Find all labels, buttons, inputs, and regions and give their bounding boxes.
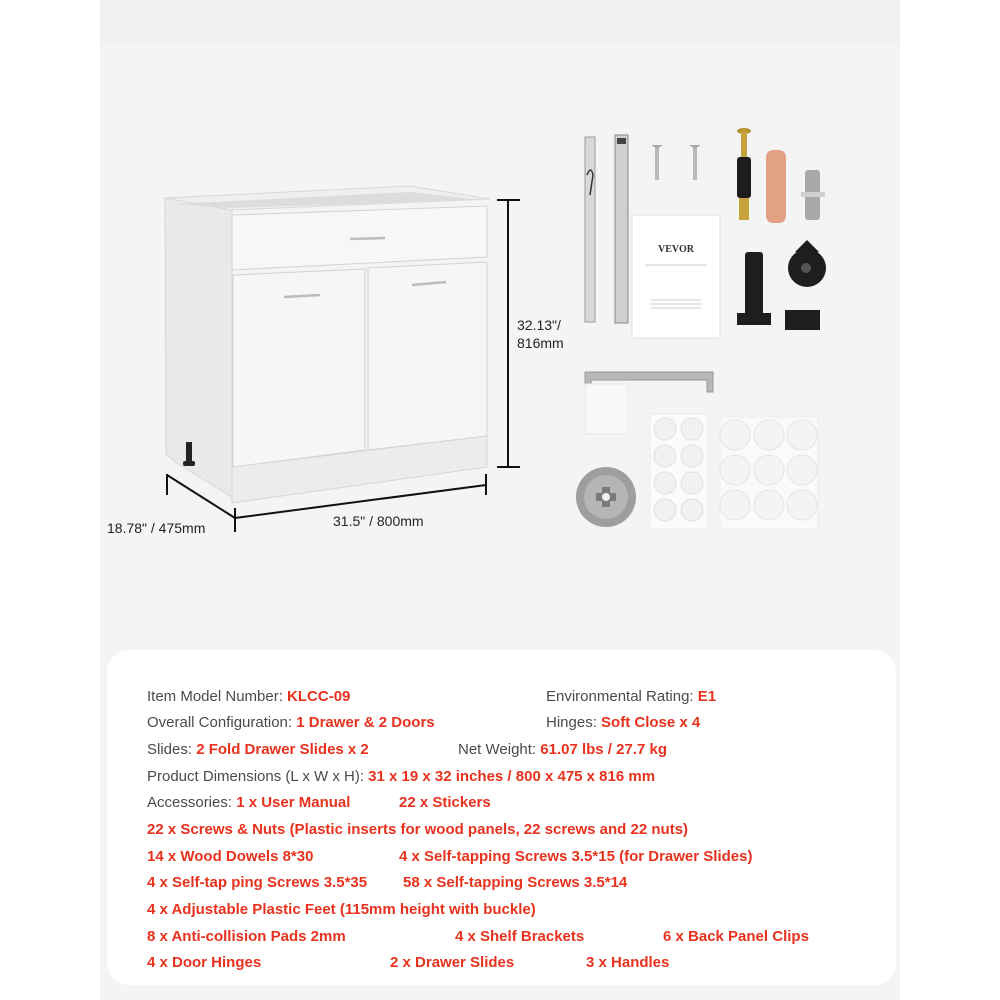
spec-label: Environmental Rating: — [546, 688, 698, 705]
spec-label: Accessories: — [147, 794, 237, 811]
drawer-slide-icon — [585, 135, 628, 323]
spec-label: Slides: — [147, 741, 197, 758]
spec-accessories — [147, 793, 350, 813]
spec-value: 1 Drawer & 2 Doors — [296, 714, 435, 731]
cam-bolt-icon — [737, 128, 751, 220]
accessory-item: 4 x Door Hinges — [147, 954, 262, 971]
spec-configuration — [147, 713, 435, 733]
spec-model — [147, 687, 350, 707]
accessory-item: 2 x Drawer Slides — [390, 954, 515, 971]
spec-value: Soft Close x 4 — [601, 714, 701, 731]
height-inches: 32.13"/ — [517, 317, 561, 333]
cam-lock-icon — [788, 240, 826, 287]
shelf-pin-icon — [801, 170, 825, 220]
spec-value: KLCC-09 — [287, 688, 351, 705]
manual-icon — [632, 215, 720, 338]
accessory-item: 22 x Screws & Nuts (Plastic inserts for wood panels, 22 screws and 22 nuts) — [147, 821, 689, 838]
clip-icon — [785, 310, 820, 330]
accessory-item: 4 x Self-tap ping Screws 3.5*35 — [147, 874, 368, 891]
spec-value: 31 x 19 x 32 inches / 800 x 475 x 816 mm — [368, 768, 656, 785]
stickers-icon — [720, 417, 818, 529]
spec-label: Item Model Number: — [147, 688, 288, 705]
height-mm: 816mm — [517, 335, 564, 351]
accessory-item: 4 x Adjustable Plastic Feet (115mm height with buckle) — [147, 901, 536, 918]
accessory-item: 4 x Shelf Brackets — [455, 928, 585, 945]
spec-label: Net Weight: — [458, 741, 541, 758]
spec-value: 2 Fold Drawer Slides x 2 — [196, 741, 369, 758]
foot-icon — [737, 252, 771, 325]
panel-clip-icon — [585, 384, 628, 434]
spec-value: 1 x User Manual — [236, 794, 351, 811]
spec-value: E1 — [697, 688, 717, 705]
pads-icon — [650, 414, 708, 529]
accessory-item: 22 x Stickers — [399, 794, 491, 811]
spec-hinges — [546, 713, 700, 733]
spec-label: Hinges: — [546, 714, 602, 731]
svg-text:VEVOR: VEVOR — [658, 244, 694, 255]
cam-lock-disc-icon — [576, 467, 636, 527]
spec-label: Overall Configuration: — [147, 714, 297, 731]
depth-dimension-label: 18.78" / 475mm — [107, 520, 206, 536]
spec-environmental-rating — [546, 687, 716, 707]
spec-slides — [147, 740, 369, 760]
accessory-item: 8 x Anti-collision Pads 2mm — [147, 928, 346, 945]
width-dimension-label: 31.5" / 800mm — [333, 513, 424, 529]
spec-value: 61.07 lbs / 27.7 kg — [540, 741, 668, 758]
spec-label: Product Dimensions (L x W x H): — [147, 768, 369, 785]
accessory-item: 14 x Wood Dowels 8*30 — [147, 848, 314, 865]
accessory-item: 58 x Self-tapping Screws 3.5*14 — [403, 874, 628, 891]
accessory-item: 3 x Handles — [586, 954, 670, 971]
dowel-icon — [766, 150, 786, 223]
accessory-item: 6 x Back Panel Clips — [663, 928, 809, 945]
screw-icon — [651, 145, 701, 180]
accessory-item: 4 x Self-tapping Screws 3.5*15 (for Drawer Slides) — [399, 848, 753, 865]
spec-dimensions — [147, 767, 655, 787]
spec-net-weight — [458, 740, 667, 760]
